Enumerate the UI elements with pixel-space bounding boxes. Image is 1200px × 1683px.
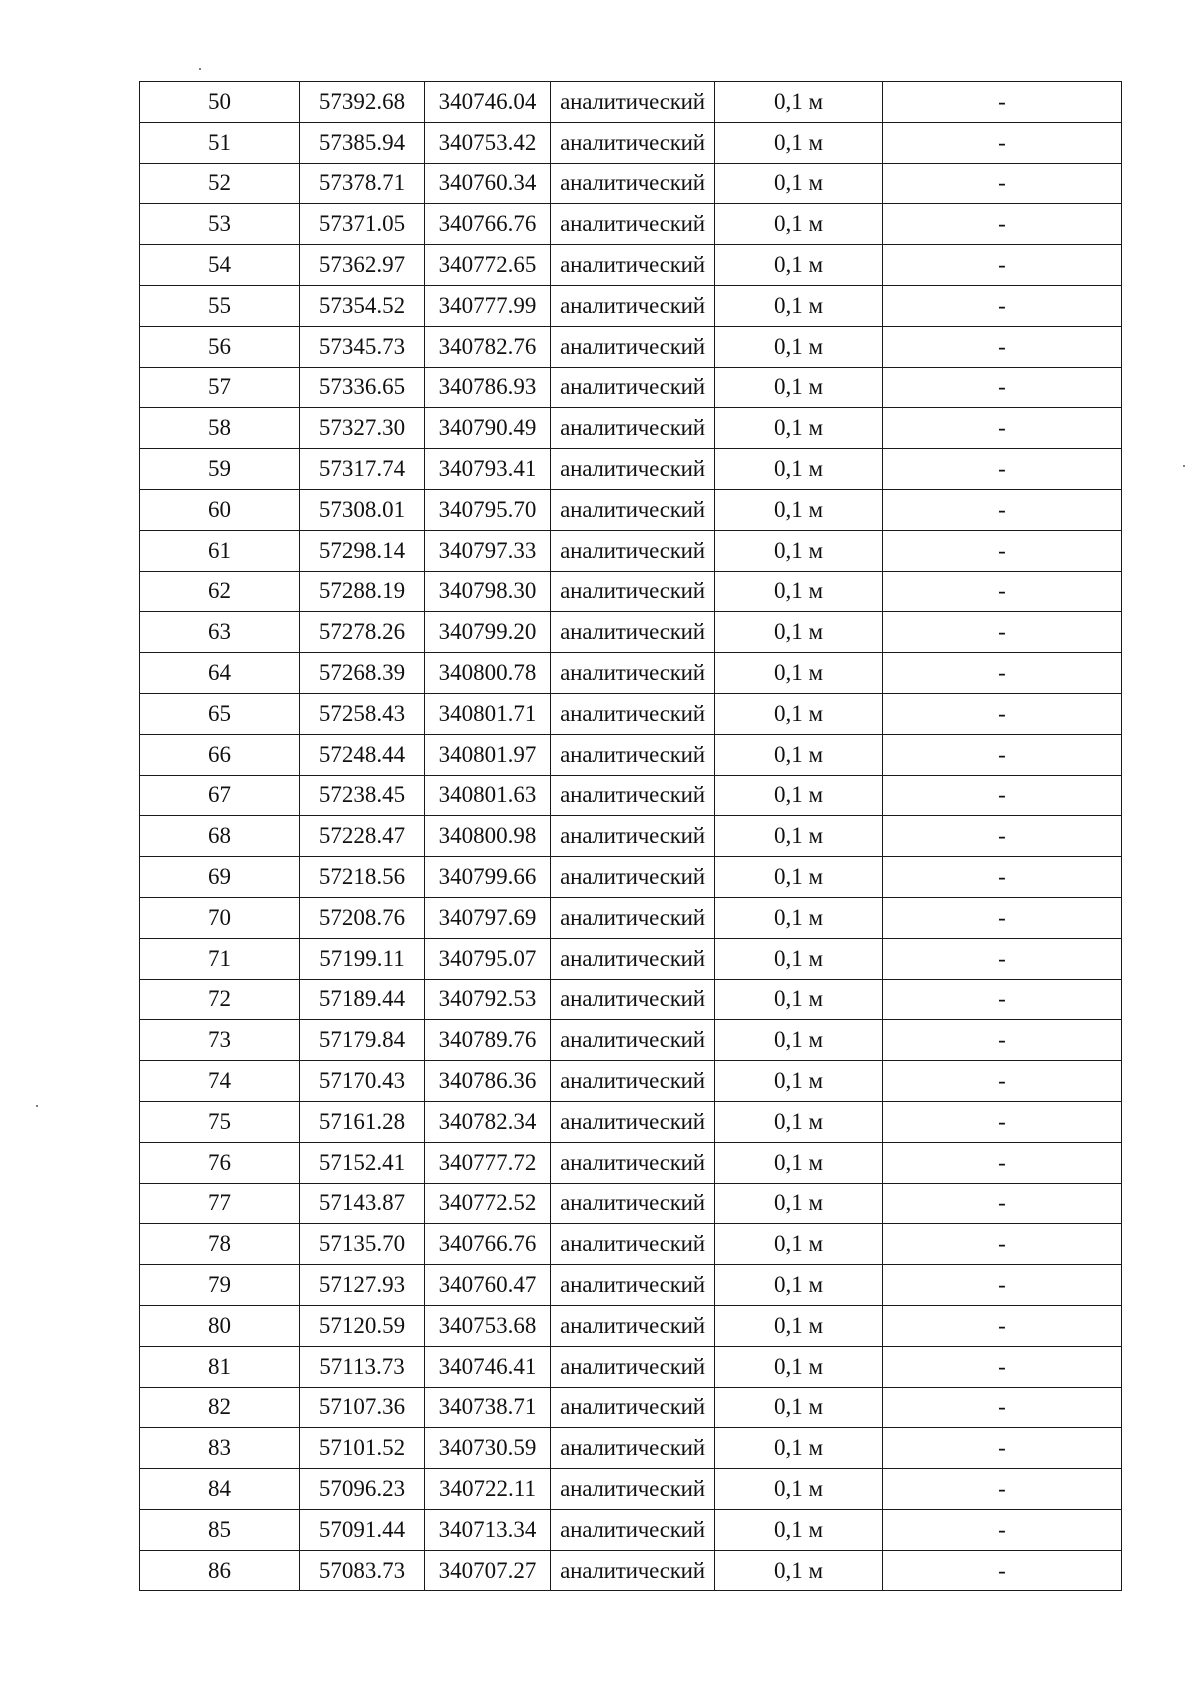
- description-cell: -: [883, 612, 1122, 653]
- y-coordinate-cell: 340777.72: [425, 1142, 551, 1183]
- accuracy-cell: 0,1 м: [715, 367, 883, 408]
- x-coordinate-cell: 57385.94: [300, 122, 425, 163]
- y-coordinate-cell: 340789.76: [425, 1020, 551, 1061]
- method-cell: аналитический: [551, 489, 715, 530]
- accuracy-cell: 0,1 м: [715, 1142, 883, 1183]
- x-coordinate-cell: 57371.05: [300, 204, 425, 245]
- description-cell: -: [883, 122, 1122, 163]
- description-cell: -: [883, 1428, 1122, 1469]
- accuracy-cell: 0,1 м: [715, 1101, 883, 1142]
- y-coordinate-cell: 340798.30: [425, 571, 551, 612]
- method-cell: аналитический: [551, 82, 715, 123]
- accuracy-cell: 0,1 м: [715, 857, 883, 898]
- description-cell: -: [883, 1387, 1122, 1428]
- y-coordinate-cell: 340795.70: [425, 489, 551, 530]
- table-row: [140, 816, 1122, 857]
- table-row: [140, 1305, 1122, 1346]
- description-cell: -: [883, 1061, 1122, 1102]
- point-number-cell: 51: [140, 122, 300, 163]
- accuracy-cell: 0,1 м: [715, 204, 883, 245]
- table-row: [140, 897, 1122, 938]
- accuracy-cell: 0,1 м: [715, 1469, 883, 1510]
- scan-speck: [1183, 465, 1185, 467]
- point-number-cell: 62: [140, 571, 300, 612]
- description-cell: -: [883, 1142, 1122, 1183]
- description-cell: -: [883, 163, 1122, 204]
- description-cell: -: [883, 530, 1122, 571]
- description-cell: -: [883, 938, 1122, 979]
- table-row: [140, 1550, 1122, 1591]
- method-cell: аналитический: [551, 775, 715, 816]
- description-cell: -: [883, 1224, 1122, 1265]
- method-cell: аналитический: [551, 1428, 715, 1469]
- description-cell: -: [883, 1305, 1122, 1346]
- point-number-cell: 53: [140, 204, 300, 245]
- method-cell: аналитический: [551, 122, 715, 163]
- accuracy-cell: 0,1 м: [715, 1224, 883, 1265]
- table-row: [140, 1469, 1122, 1510]
- y-coordinate-cell: 340713.34: [425, 1509, 551, 1550]
- y-coordinate-cell: 340799.66: [425, 857, 551, 898]
- x-coordinate-cell: 57152.41: [300, 1142, 425, 1183]
- point-number-cell: 79: [140, 1265, 300, 1306]
- table-row: [140, 653, 1122, 694]
- accuracy-cell: 0,1 м: [715, 816, 883, 857]
- table-row: [140, 1020, 1122, 1061]
- scan-speck: [199, 68, 201, 70]
- point-number-cell: 80: [140, 1305, 300, 1346]
- accuracy-cell: 0,1 м: [715, 122, 883, 163]
- x-coordinate-cell: 57113.73: [300, 1346, 425, 1387]
- method-cell: аналитический: [551, 693, 715, 734]
- point-number-cell: 86: [140, 1550, 300, 1591]
- description-cell: -: [883, 897, 1122, 938]
- table-row: [140, 122, 1122, 163]
- description-cell: -: [883, 204, 1122, 245]
- x-coordinate-cell: 57248.44: [300, 734, 425, 775]
- method-cell: аналитический: [551, 245, 715, 286]
- table-row: [140, 1101, 1122, 1142]
- y-coordinate-cell: 340786.93: [425, 367, 551, 408]
- y-coordinate-cell: 340777.99: [425, 285, 551, 326]
- table-row: [140, 489, 1122, 530]
- point-number-cell: 77: [140, 1183, 300, 1224]
- accuracy-cell: 0,1 м: [715, 163, 883, 204]
- coordinates-table: [139, 81, 1122, 1591]
- coordinates-table-body: [140, 82, 1122, 1591]
- y-coordinate-cell: 340766.76: [425, 1224, 551, 1265]
- accuracy-cell: 0,1 м: [715, 1305, 883, 1346]
- x-coordinate-cell: 57238.45: [300, 775, 425, 816]
- description-cell: -: [883, 979, 1122, 1020]
- x-coordinate-cell: 57127.93: [300, 1265, 425, 1306]
- x-coordinate-cell: 57218.56: [300, 857, 425, 898]
- point-number-cell: 57: [140, 367, 300, 408]
- y-coordinate-cell: 340800.98: [425, 816, 551, 857]
- y-coordinate-cell: 340797.69: [425, 897, 551, 938]
- table-row: [140, 1346, 1122, 1387]
- x-coordinate-cell: 57096.23: [300, 1469, 425, 1510]
- description-cell: -: [883, 245, 1122, 286]
- description-cell: -: [883, 82, 1122, 123]
- method-cell: аналитический: [551, 816, 715, 857]
- method-cell: аналитический: [551, 204, 715, 245]
- x-coordinate-cell: 57354.52: [300, 285, 425, 326]
- point-number-cell: 75: [140, 1101, 300, 1142]
- table-row: [140, 612, 1122, 653]
- y-coordinate-cell: 340760.47: [425, 1265, 551, 1306]
- point-number-cell: 60: [140, 489, 300, 530]
- method-cell: аналитический: [551, 1550, 715, 1591]
- table-row: [140, 1142, 1122, 1183]
- y-coordinate-cell: 340790.49: [425, 408, 551, 449]
- method-cell: аналитический: [551, 979, 715, 1020]
- y-coordinate-cell: 340722.11: [425, 1469, 551, 1510]
- method-cell: аналитический: [551, 857, 715, 898]
- description-cell: -: [883, 816, 1122, 857]
- y-coordinate-cell: 340786.36: [425, 1061, 551, 1102]
- accuracy-cell: 0,1 м: [715, 1550, 883, 1591]
- table-row: [140, 530, 1122, 571]
- x-coordinate-cell: 57161.28: [300, 1101, 425, 1142]
- point-number-cell: 78: [140, 1224, 300, 1265]
- accuracy-cell: 0,1 м: [715, 326, 883, 367]
- accuracy-cell: 0,1 м: [715, 1428, 883, 1469]
- y-coordinate-cell: 340782.34: [425, 1101, 551, 1142]
- table-row: [140, 449, 1122, 490]
- method-cell: аналитический: [551, 326, 715, 367]
- point-number-cell: 52: [140, 163, 300, 204]
- accuracy-cell: 0,1 м: [715, 285, 883, 326]
- table-row: [140, 408, 1122, 449]
- point-number-cell: 59: [140, 449, 300, 490]
- method-cell: аналитический: [551, 1387, 715, 1428]
- x-coordinate-cell: 57288.19: [300, 571, 425, 612]
- point-number-cell: 83: [140, 1428, 300, 1469]
- x-coordinate-cell: 57170.43: [300, 1061, 425, 1102]
- scan-speck: [36, 1105, 38, 1107]
- y-coordinate-cell: 340772.52: [425, 1183, 551, 1224]
- table-row: [140, 1061, 1122, 1102]
- point-number-cell: 67: [140, 775, 300, 816]
- x-coordinate-cell: 57317.74: [300, 449, 425, 490]
- point-number-cell: 55: [140, 285, 300, 326]
- table-row: [140, 1183, 1122, 1224]
- table-row: [140, 734, 1122, 775]
- method-cell: аналитический: [551, 938, 715, 979]
- accuracy-cell: 0,1 м: [715, 1183, 883, 1224]
- method-cell: аналитический: [551, 1265, 715, 1306]
- description-cell: -: [883, 367, 1122, 408]
- table-row: [140, 163, 1122, 204]
- x-coordinate-cell: 57189.44: [300, 979, 425, 1020]
- point-number-cell: 56: [140, 326, 300, 367]
- point-number-cell: 54: [140, 245, 300, 286]
- table-row: [140, 1224, 1122, 1265]
- accuracy-cell: 0,1 м: [715, 612, 883, 653]
- table-row: [140, 571, 1122, 612]
- accuracy-cell: 0,1 м: [715, 1346, 883, 1387]
- point-number-cell: 71: [140, 938, 300, 979]
- point-number-cell: 82: [140, 1387, 300, 1428]
- x-coordinate-cell: 57135.70: [300, 1224, 425, 1265]
- table-row: [140, 775, 1122, 816]
- x-coordinate-cell: 57083.73: [300, 1550, 425, 1591]
- method-cell: аналитический: [551, 285, 715, 326]
- accuracy-cell: 0,1 м: [715, 938, 883, 979]
- x-coordinate-cell: 57179.84: [300, 1020, 425, 1061]
- y-coordinate-cell: 340730.59: [425, 1428, 551, 1469]
- x-coordinate-cell: 57120.59: [300, 1305, 425, 1346]
- method-cell: аналитический: [551, 1183, 715, 1224]
- point-number-cell: 73: [140, 1020, 300, 1061]
- description-cell: -: [883, 653, 1122, 694]
- description-cell: -: [883, 408, 1122, 449]
- point-number-cell: 58: [140, 408, 300, 449]
- description-cell: -: [883, 775, 1122, 816]
- description-cell: -: [883, 1265, 1122, 1306]
- description-cell: -: [883, 1101, 1122, 1142]
- method-cell: аналитический: [551, 367, 715, 408]
- y-coordinate-cell: 340801.71: [425, 693, 551, 734]
- method-cell: аналитический: [551, 1346, 715, 1387]
- table-row: [140, 285, 1122, 326]
- description-cell: -: [883, 449, 1122, 490]
- x-coordinate-cell: 57362.97: [300, 245, 425, 286]
- method-cell: аналитический: [551, 612, 715, 653]
- x-coordinate-cell: 57378.71: [300, 163, 425, 204]
- point-number-cell: 63: [140, 612, 300, 653]
- x-coordinate-cell: 57392.68: [300, 82, 425, 123]
- point-number-cell: 70: [140, 897, 300, 938]
- y-coordinate-cell: 340793.41: [425, 449, 551, 490]
- accuracy-cell: 0,1 м: [715, 1061, 883, 1102]
- y-coordinate-cell: 340738.71: [425, 1387, 551, 1428]
- y-coordinate-cell: 340753.68: [425, 1305, 551, 1346]
- description-cell: -: [883, 734, 1122, 775]
- method-cell: аналитический: [551, 1224, 715, 1265]
- y-coordinate-cell: 340760.34: [425, 163, 551, 204]
- accuracy-cell: 0,1 м: [715, 897, 883, 938]
- x-coordinate-cell: 57345.73: [300, 326, 425, 367]
- x-coordinate-cell: 57101.52: [300, 1428, 425, 1469]
- y-coordinate-cell: 340746.41: [425, 1346, 551, 1387]
- point-number-cell: 69: [140, 857, 300, 898]
- table-row: [140, 1387, 1122, 1428]
- point-number-cell: 85: [140, 1509, 300, 1550]
- method-cell: аналитический: [551, 1101, 715, 1142]
- y-coordinate-cell: 340801.63: [425, 775, 551, 816]
- accuracy-cell: 0,1 м: [715, 979, 883, 1020]
- y-coordinate-cell: 340766.76: [425, 204, 551, 245]
- x-coordinate-cell: 57208.76: [300, 897, 425, 938]
- accuracy-cell: 0,1 м: [715, 408, 883, 449]
- description-cell: -: [883, 489, 1122, 530]
- description-cell: -: [883, 1509, 1122, 1550]
- table-row: [140, 326, 1122, 367]
- table-row: [140, 938, 1122, 979]
- table-row: [140, 204, 1122, 245]
- description-cell: -: [883, 285, 1122, 326]
- accuracy-cell: 0,1 м: [715, 1265, 883, 1306]
- table-row: [140, 367, 1122, 408]
- method-cell: аналитический: [551, 1469, 715, 1510]
- description-cell: -: [883, 1020, 1122, 1061]
- x-coordinate-cell: 57268.39: [300, 653, 425, 694]
- method-cell: аналитический: [551, 897, 715, 938]
- x-coordinate-cell: 57327.30: [300, 408, 425, 449]
- method-cell: аналитический: [551, 653, 715, 694]
- table-row: [140, 1265, 1122, 1306]
- x-coordinate-cell: 57308.01: [300, 489, 425, 530]
- accuracy-cell: 0,1 м: [715, 1509, 883, 1550]
- method-cell: аналитический: [551, 163, 715, 204]
- point-number-cell: 81: [140, 1346, 300, 1387]
- point-number-cell: 72: [140, 979, 300, 1020]
- x-coordinate-cell: 57199.11: [300, 938, 425, 979]
- y-coordinate-cell: 340795.07: [425, 938, 551, 979]
- method-cell: аналитический: [551, 571, 715, 612]
- method-cell: аналитический: [551, 1061, 715, 1102]
- point-number-cell: 64: [140, 653, 300, 694]
- method-cell: аналитический: [551, 449, 715, 490]
- y-coordinate-cell: 340800.78: [425, 653, 551, 694]
- accuracy-cell: 0,1 м: [715, 530, 883, 571]
- point-number-cell: 65: [140, 693, 300, 734]
- x-coordinate-cell: 57298.14: [300, 530, 425, 571]
- description-cell: -: [883, 571, 1122, 612]
- y-coordinate-cell: 340772.65: [425, 245, 551, 286]
- point-number-cell: 68: [140, 816, 300, 857]
- accuracy-cell: 0,1 м: [715, 489, 883, 530]
- description-cell: -: [883, 326, 1122, 367]
- table-row: [140, 82, 1122, 123]
- y-coordinate-cell: 340782.76: [425, 326, 551, 367]
- x-coordinate-cell: 57278.26: [300, 612, 425, 653]
- y-coordinate-cell: 340753.42: [425, 122, 551, 163]
- table-row: [140, 693, 1122, 734]
- point-number-cell: 61: [140, 530, 300, 571]
- method-cell: аналитический: [551, 530, 715, 571]
- y-coordinate-cell: 340707.27: [425, 1550, 551, 1591]
- method-cell: аналитический: [551, 1509, 715, 1550]
- x-coordinate-cell: 57258.43: [300, 693, 425, 734]
- table-row: [140, 245, 1122, 286]
- x-coordinate-cell: 57228.47: [300, 816, 425, 857]
- method-cell: аналитический: [551, 734, 715, 775]
- point-number-cell: 66: [140, 734, 300, 775]
- description-cell: -: [883, 693, 1122, 734]
- y-coordinate-cell: 340746.04: [425, 82, 551, 123]
- method-cell: аналитический: [551, 1305, 715, 1346]
- y-coordinate-cell: 340799.20: [425, 612, 551, 653]
- method-cell: аналитический: [551, 1020, 715, 1061]
- description-cell: -: [883, 857, 1122, 898]
- method-cell: аналитический: [551, 1142, 715, 1183]
- accuracy-cell: 0,1 м: [715, 571, 883, 612]
- y-coordinate-cell: 340792.53: [425, 979, 551, 1020]
- accuracy-cell: 0,1 м: [715, 693, 883, 734]
- accuracy-cell: 0,1 м: [715, 775, 883, 816]
- description-cell: -: [883, 1469, 1122, 1510]
- accuracy-cell: 0,1 м: [715, 653, 883, 694]
- table-row: [140, 857, 1122, 898]
- point-number-cell: 84: [140, 1469, 300, 1510]
- point-number-cell: 74: [140, 1061, 300, 1102]
- description-cell: -: [883, 1346, 1122, 1387]
- table-row: [140, 1509, 1122, 1550]
- point-number-cell: 76: [140, 1142, 300, 1183]
- method-cell: аналитический: [551, 408, 715, 449]
- accuracy-cell: 0,1 м: [715, 1020, 883, 1061]
- x-coordinate-cell: 57143.87: [300, 1183, 425, 1224]
- accuracy-cell: 0,1 м: [715, 245, 883, 286]
- x-coordinate-cell: 57091.44: [300, 1509, 425, 1550]
- y-coordinate-cell: 340801.97: [425, 734, 551, 775]
- table-row: [140, 1428, 1122, 1469]
- description-cell: -: [883, 1550, 1122, 1591]
- accuracy-cell: 0,1 м: [715, 734, 883, 775]
- y-coordinate-cell: 340797.33: [425, 530, 551, 571]
- accuracy-cell: 0,1 м: [715, 82, 883, 123]
- accuracy-cell: 0,1 м: [715, 449, 883, 490]
- x-coordinate-cell: 57336.65: [300, 367, 425, 408]
- table-row: [140, 979, 1122, 1020]
- point-number-cell: 50: [140, 82, 300, 123]
- x-coordinate-cell: 57107.36: [300, 1387, 425, 1428]
- accuracy-cell: 0,1 м: [715, 1387, 883, 1428]
- description-cell: -: [883, 1183, 1122, 1224]
